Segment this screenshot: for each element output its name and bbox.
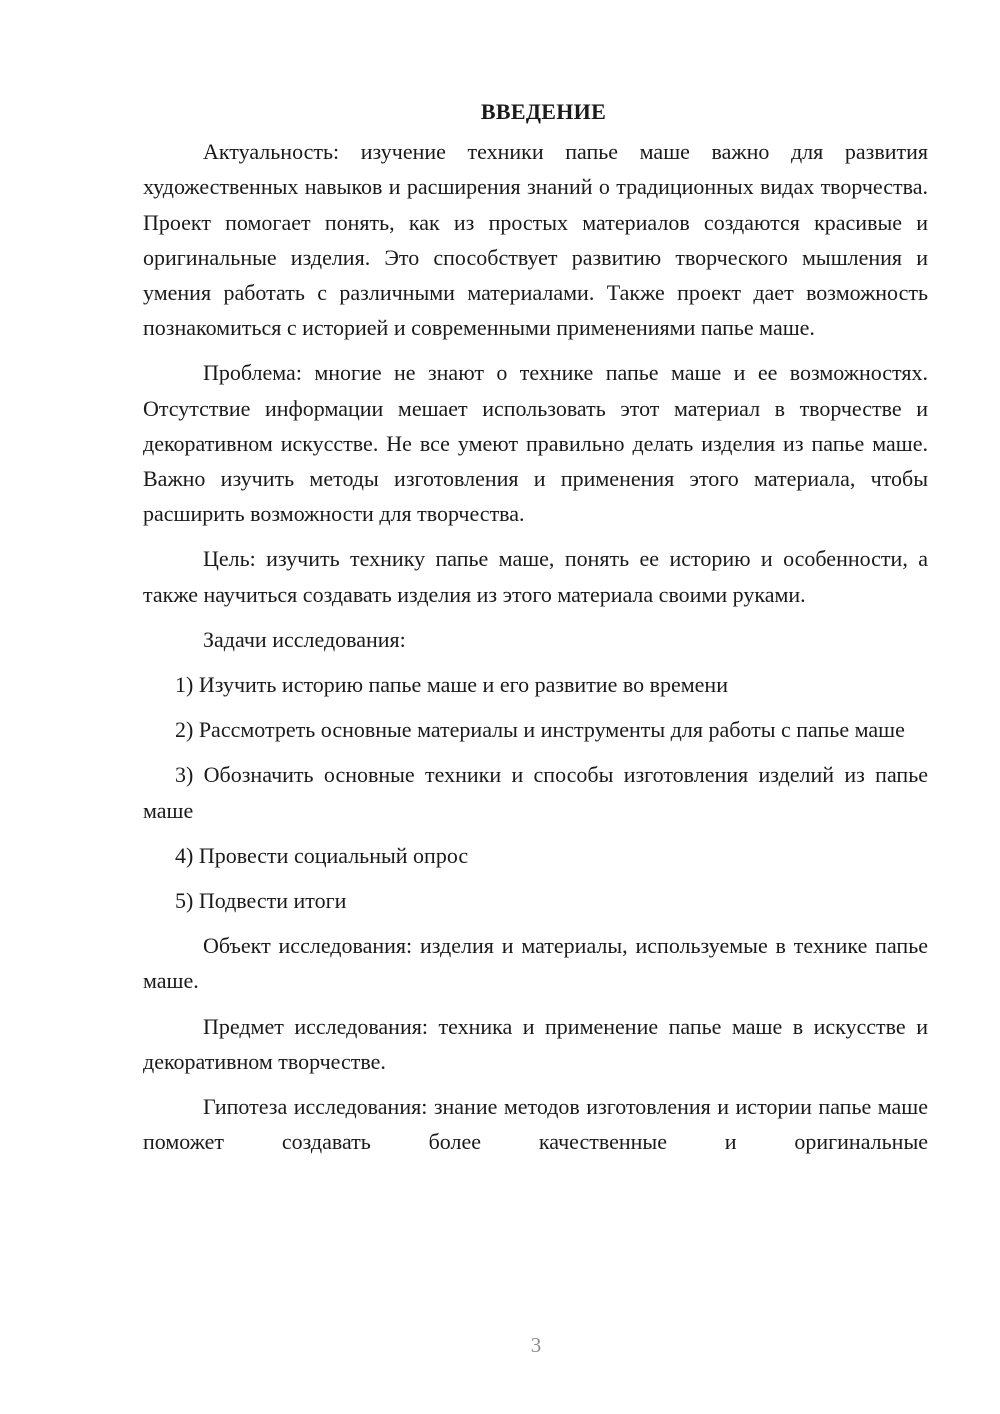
task-item-1: 1) Изучить историю папье маше и его развитие во времени <box>175 672 728 698</box>
problem-paragraph: Проблема: многие не знают о технике папье маше и ее возможностях. Отсутствие информации мешает использовать этот материал в творчестве и декоративном искусстве. Не все умеют правильно делать изделия из папье маше. Важно изучить методы изготовления и применения этого материала, чтобы расширить возможности для творчества. <box>143 360 928 527</box>
task-item-3: 3) Обозначить основные техники и способы изготовления изделий из папье маше <box>143 762 928 823</box>
task-item-2: 2) Рассмотреть основные материалы и инструменты для работы с папье маше <box>175 717 905 743</box>
tasks-heading: Задачи исследования: <box>203 626 406 652</box>
object-paragraph: Объект исследования: изделия и материалы, используемые в технике папье маше. <box>143 933 928 994</box>
task-item-4: 4) Провести социальный опрос <box>175 842 469 868</box>
section-title: ВВЕДЕНИЕ <box>480 99 607 124</box>
page-number: 3 <box>530 1333 542 1357</box>
hypothesis-paragraph: Гипотеза исследования: знание методов изготовления и истории папье маше поможет создавать более качественные и оригинальные <box>143 1094 928 1155</box>
relevance-paragraph: Актуальность: изучение техники папье маше важно для развития художественных навыков и расширения знаний о традиционных видах творчества. Проект помогает понять, как из простых материалов создаются красивые и оригинальные изделия. Это способствует развитию творческого мышления и умения работать с различными материалами. Также проект дает возможность познакомиться с историей и современными применениями папье маше. <box>143 139 928 341</box>
goal-paragraph: Цель: изучить технику папье маше, понять ее историю и особенности, а также научиться создавать изделия из этого материала своими руками. <box>143 546 928 607</box>
subject-paragraph: Предмет исследования: техника и применение папье маше в искусстве и декоративном творчестве. <box>143 1013 928 1074</box>
document-body <box>143 94 928 1169</box>
task-item-5: 5) Подвести итоги <box>175 888 347 914</box>
